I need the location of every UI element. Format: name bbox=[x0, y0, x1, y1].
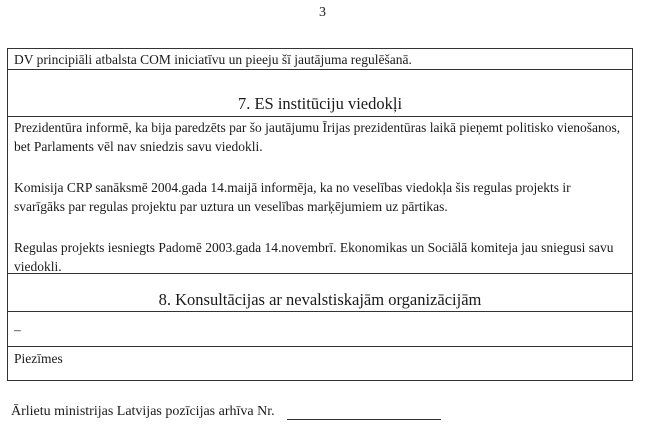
section7-body-row bbox=[8, 117, 632, 274]
archive-number-label: Ārlietu ministrijas Latvijas pozīcijas arhīva Nr. bbox=[11, 404, 275, 419]
section7-paragraph: Regulas projekts iesniegts Padomē 2003.gada 14.novembrī. Ekonomikas un Sociālā komiteja jau sniegusi savu viedokli. bbox=[14, 240, 614, 274]
notes-label: Piezīmes bbox=[14, 351, 63, 366]
notes-row bbox=[8, 347, 632, 380]
section7-heading: 7. ES institūciju viedokļi bbox=[237, 94, 403, 113]
section8-content: – bbox=[14, 322, 21, 337]
page-number: 3 bbox=[319, 5, 326, 20]
support-row bbox=[8, 49, 632, 70]
position-table bbox=[7, 48, 633, 381]
support-text: DV principiāli atbalsta COM iniciatīvu un pieeju šī jautājuma regulēšanā. bbox=[14, 52, 412, 67]
section7-heading-row bbox=[8, 92, 632, 117]
archive-number-line bbox=[11, 404, 441, 420]
section7-paragraph: Komisija CRP sanāksmē 2004.gada 14.maijā informēja, ka no veselības viedokļa šis regulas projekts ir svarīgāks par regulas projektu par uztura un veselības marķējumiem uz pārtikas. bbox=[14, 180, 571, 214]
section8-body-row bbox=[8, 312, 632, 347]
section7-paragraph: Prezidentūra informē, ka bija paredzēts par šo jautājumu Īrijas prezidentūras laikā pieņemt politisko vienošanos, bet Parlaments vēl nav sniedzis savu viedokli. bbox=[14, 120, 621, 154]
section8-heading: 8. Konsultācijas ar nevalstiskajām organizācijām bbox=[158, 290, 482, 309]
section8-heading-row bbox=[8, 289, 632, 312]
archive-number-field[interactable] bbox=[287, 407, 441, 420]
